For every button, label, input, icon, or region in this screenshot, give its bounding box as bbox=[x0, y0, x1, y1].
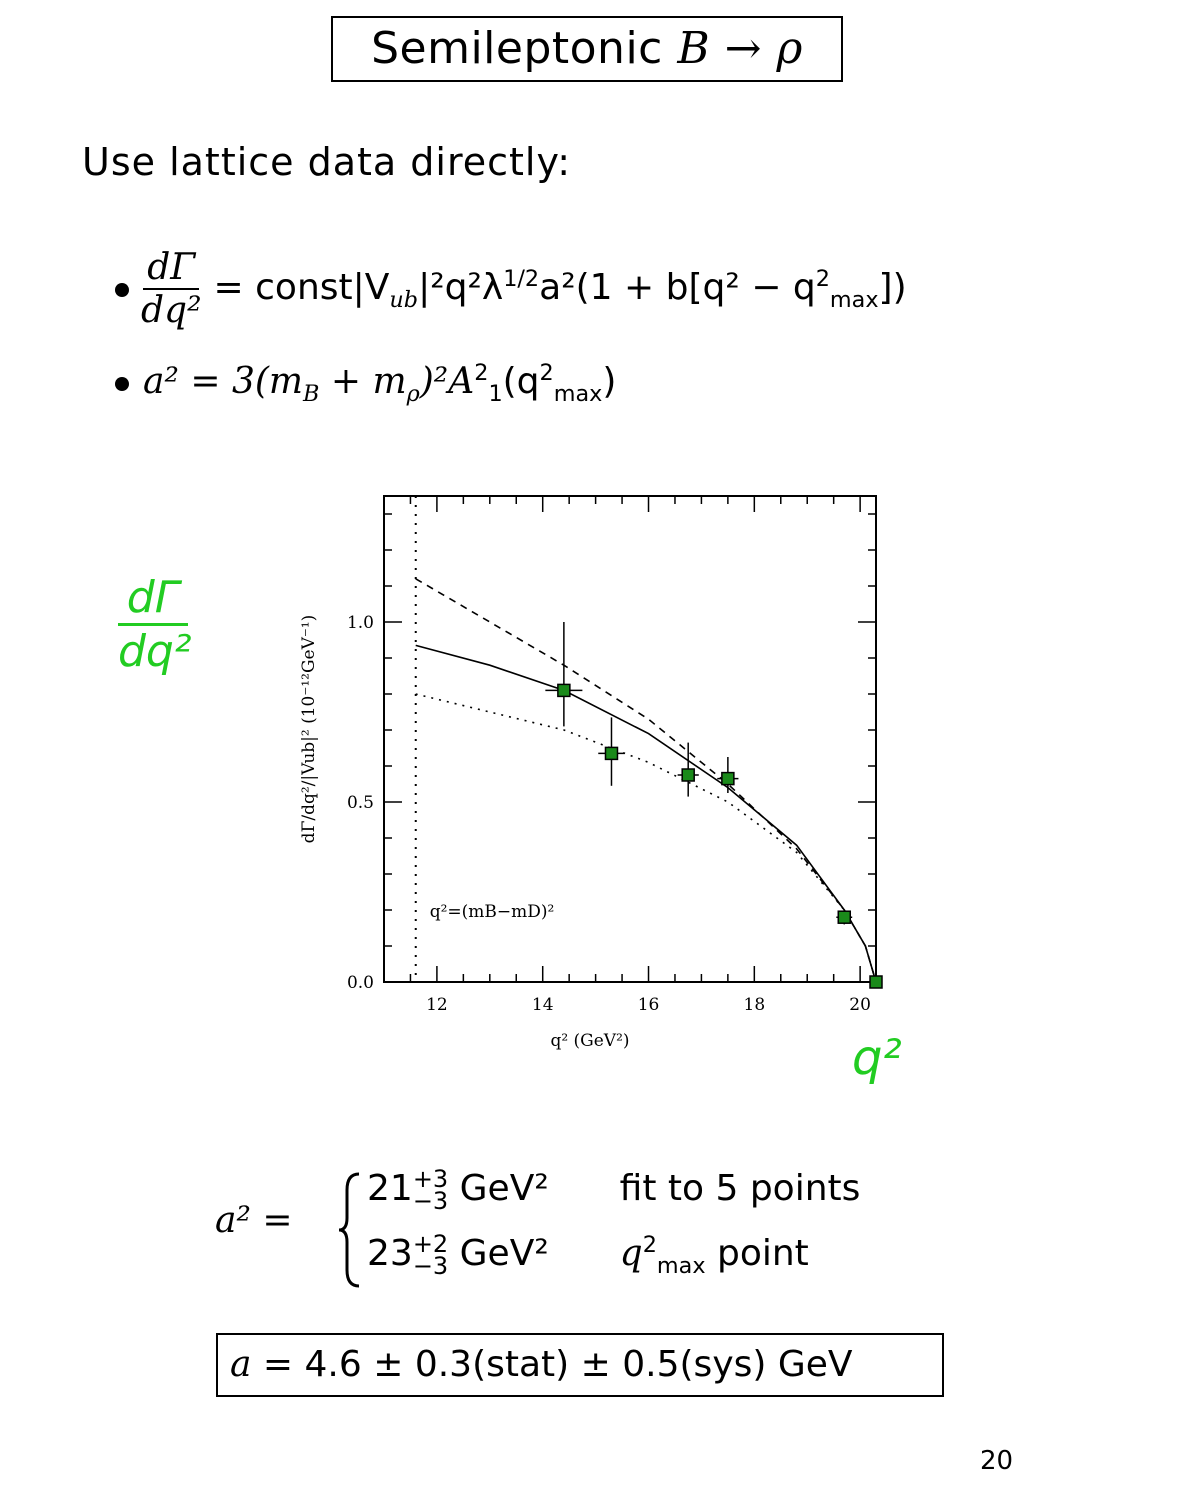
row2-err-down: −3 bbox=[412, 1252, 449, 1280]
row1-description: fit to 5 points bbox=[619, 1168, 861, 1209]
threshold-annotation: q²=(mB−mD)² bbox=[429, 902, 555, 923]
x-tick-label: 14 bbox=[531, 995, 554, 1015]
page-number: 20 bbox=[980, 1446, 1014, 1476]
y-axis-label: dΓ/dq²/|Vub|² (10⁻¹²GeV⁻¹) bbox=[299, 614, 319, 844]
row1-err-down: −3 bbox=[412, 1187, 449, 1215]
a2-row-1 bbox=[367, 1165, 861, 1215]
rhs-close: ]) bbox=[878, 267, 907, 309]
data-point bbox=[722, 773, 734, 785]
row1-value: 21 bbox=[367, 1168, 413, 1209]
row2-q-sup: 2 bbox=[642, 1232, 657, 1258]
row2-description: point bbox=[705, 1233, 809, 1274]
fraction-numerator: dΓ bbox=[143, 248, 199, 290]
hw-y-den: dq² bbox=[118, 626, 192, 677]
data-point bbox=[838, 911, 850, 923]
rate-equation bbox=[115, 248, 907, 332]
x-tick-label: 16 bbox=[637, 995, 660, 1015]
title-math: B → ρ bbox=[677, 23, 803, 74]
row2-unit: GeV² bbox=[448, 1233, 549, 1274]
intro-text: Use lattice data directly: bbox=[82, 140, 572, 184]
vub-subscript: ub bbox=[389, 287, 419, 314]
a2-definition bbox=[115, 360, 616, 407]
data-point bbox=[558, 684, 570, 696]
bullet-dot bbox=[115, 377, 129, 391]
eq2-arg-close: ) bbox=[602, 361, 617, 402]
rhs-tail: a²(1 + b[q² − q bbox=[539, 267, 816, 309]
qmax-sup: 2 bbox=[815, 266, 830, 293]
rate-rhs bbox=[214, 266, 907, 313]
lambda-exponent: 1/2 bbox=[503, 266, 540, 293]
x-axis-label: q² (GeV²) bbox=[550, 1031, 630, 1051]
eq2-arg-open: (q bbox=[502, 361, 540, 402]
slide-title bbox=[331, 16, 843, 82]
row2-err-up: +2 bbox=[412, 1230, 449, 1258]
row2-value: 23 bbox=[367, 1233, 413, 1274]
eq2-rest: )²A bbox=[419, 361, 475, 402]
title-text: Semileptonic bbox=[371, 23, 678, 74]
A-sub: 1 bbox=[488, 381, 503, 408]
arg-sup: 2 bbox=[539, 360, 554, 386]
rate-chart bbox=[270, 480, 910, 1080]
result-text: = 4.6 ± 0.3(stat) ± 0.5(sys) GeV bbox=[251, 1344, 853, 1385]
row1-unit: GeV² bbox=[448, 1168, 549, 1209]
mrho-subscript: ρ bbox=[406, 381, 420, 408]
qmax-sub: max bbox=[829, 287, 879, 314]
row2-q-sub: max bbox=[656, 1253, 706, 1280]
x-tick-label: 18 bbox=[743, 995, 766, 1015]
x-tick-label: 12 bbox=[426, 995, 448, 1015]
arg-sub: max bbox=[553, 381, 603, 408]
rhs-middle: |²q²λ bbox=[418, 267, 504, 309]
handwritten-y-label bbox=[118, 572, 192, 677]
a2-row-2 bbox=[367, 1232, 809, 1279]
a2-lhs: a² = bbox=[215, 1200, 293, 1241]
y-tick-label: 0.0 bbox=[346, 973, 374, 993]
eq2-lhs: a² = 3(m bbox=[143, 361, 304, 402]
handwritten-x-label: q² bbox=[852, 1030, 902, 1086]
rate-fraction bbox=[137, 248, 206, 332]
y-tick-label: 1.0 bbox=[346, 613, 374, 633]
A-sup: 2 bbox=[474, 360, 489, 386]
curve-dotted bbox=[416, 694, 876, 982]
data-point bbox=[870, 976, 882, 988]
y-tick-label: 0.5 bbox=[346, 793, 374, 813]
mB-subscript: B bbox=[303, 381, 320, 408]
curve-solid bbox=[416, 645, 876, 982]
result-box bbox=[216, 1333, 944, 1397]
x-tick-label: 20 bbox=[849, 995, 871, 1015]
data-point bbox=[682, 769, 694, 781]
row1-err-up: +3 bbox=[412, 1165, 449, 1193]
brace-icon bbox=[337, 1170, 367, 1290]
row2-q: q bbox=[619, 1233, 643, 1274]
rhs-const: = const|V bbox=[213, 267, 390, 309]
fraction-denominator: dq² bbox=[141, 290, 202, 331]
data-point bbox=[605, 747, 617, 759]
eq2-plus: + m bbox=[319, 361, 407, 402]
result-symbol: a bbox=[230, 1344, 252, 1385]
hw-y-num: dΓ bbox=[118, 572, 188, 626]
bullet-dot bbox=[115, 283, 129, 297]
